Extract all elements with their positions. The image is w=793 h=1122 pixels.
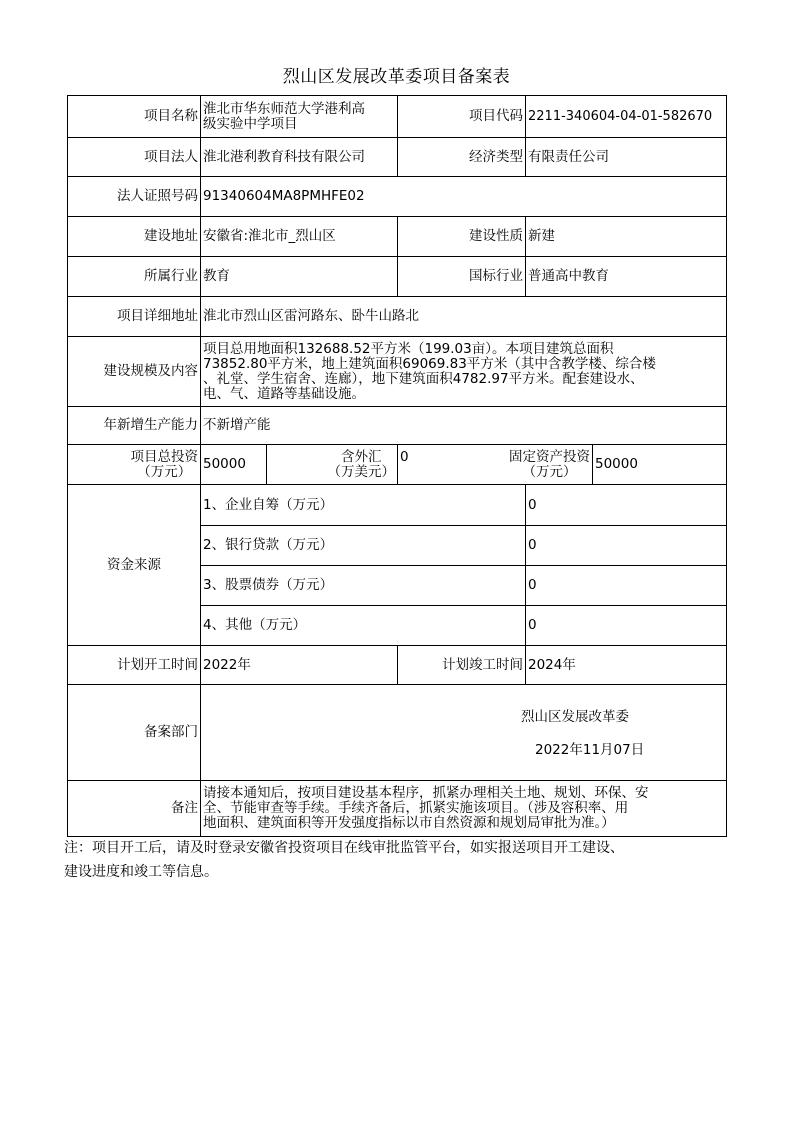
dept-label: 备案部门 [68, 685, 201, 781]
address-value: 安徽省:淮北市_烈山区 [201, 217, 398, 257]
project-name-value [201, 96, 398, 138]
total-investment-label-1: 项目总投资 [130, 448, 198, 465]
fixed-investment-label-1: 固定资产投资 [509, 448, 590, 465]
scale-line-1: 项目总用地面积132688.52平方米（199.03亩）。本项目建筑总面积 [203, 340, 614, 357]
row-legal-person [68, 138, 727, 177]
funding-item-value-1: 0 [526, 485, 727, 526]
project-code-value: 2211-340604-04-01-582670 [526, 96, 727, 138]
scale-line-3: 、礼堂、学生宿舍、连廊），地下建筑面积4782.97平方米。配套建设水、 [203, 370, 644, 387]
remark-value [201, 781, 727, 837]
industry-label: 所属行业 [68, 257, 201, 297]
funding-item-value-2: 0 [526, 526, 727, 566]
footnote [64, 836, 740, 884]
row-scale [68, 337, 727, 407]
row-address [68, 217, 727, 257]
form-title: 烈山区发展改革委项目备案表 [282, 67, 511, 87]
total-investment-label-2: （万元） [137, 463, 192, 480]
nature-label: 建设性质 [398, 217, 526, 257]
capacity-label: 年新增生产能力 [68, 407, 201, 445]
funding-item-label-2: 2、银行贷款（万元） [201, 526, 526, 566]
funding-item-label-4: 4、其他（万元） [201, 606, 526, 646]
national-industry-label: 国标行业 [398, 257, 526, 297]
row-detail-address [68, 297, 727, 337]
economy-type-value: 有限责任公司 [526, 138, 727, 177]
row-cert-no [68, 177, 727, 217]
start-label: 计划开工时间 [68, 646, 201, 685]
remark-line-3: 地面积、建筑面积等开发强度指标以市自然资源和规划局审批为准。） [203, 815, 615, 831]
dept-date: 2022年11月07日 [535, 741, 645, 758]
project-name-line1: 淮北市华东师范大学港利高 [203, 100, 365, 117]
detail-address-value: 淮北市烈山区雷河路东、卧牛山路北 [201, 297, 727, 337]
fixed-investment-label-2: （万元） [522, 463, 577, 480]
filing-table [67, 95, 727, 837]
forex-value: 0 [400, 448, 409, 465]
economy-type-label: 经济类型 [398, 138, 526, 177]
dept-block [201, 685, 727, 781]
finish-label: 计划竣工时间 [398, 646, 526, 685]
row-dept [68, 685, 727, 781]
funding-label: 资金来源 [68, 485, 201, 646]
row-investment [68, 445, 727, 485]
project-code-label: 项目代码 [398, 96, 526, 138]
footnote-line-2: 建设进度和竣工等信息。 [64, 864, 218, 880]
finish-value: 2024年 [526, 646, 727, 685]
national-industry-value: 普通高中教育 [526, 257, 727, 297]
dept-name: 烈山区发展改革委 [521, 708, 629, 725]
nature-value: 新建 [526, 217, 727, 257]
project-name-label: 项目名称 [68, 96, 201, 138]
scale-value [201, 337, 727, 407]
industry-value: 教育 [201, 257, 398, 297]
cert-no-value: 91340604MA8PMHFE02 [201, 177, 727, 217]
row-capacity [68, 407, 727, 445]
row-industry [68, 257, 727, 297]
cert-no-label: 法人证照号码 [68, 177, 201, 217]
row-schedule [68, 646, 727, 685]
remark-label: 备注 [68, 781, 201, 837]
remark-line-2: 全、节能审查等手续。手续齐备后，抓紧实施该项目。（涉及容积率、用 [203, 800, 629, 816]
remark-line-1: 请接本通知后，按项目建设基本程序，抓紧办理相关土地、规划、环保、安 [203, 785, 649, 801]
address-label: 建设地址 [68, 217, 201, 257]
capacity-value: 不新增产能 [201, 407, 727, 445]
row-remark [68, 781, 727, 837]
row-project-name [68, 96, 727, 138]
footnote-line-1: 注：项目开工后，请及时登录安徽省投资项目在线审批监管平台，如实报送项目开工建设、 [64, 840, 624, 856]
row-funding-1 [68, 485, 727, 526]
funding-item-value-3: 0 [526, 566, 727, 606]
scale-label: 建设规模及内容 [68, 337, 201, 407]
legal-person-value: 淮北港利教育科技有限公司 [201, 138, 398, 177]
fixed-investment-label [398, 445, 593, 485]
forex-label-1: 含外汇 [341, 448, 382, 465]
funding-item-value-4: 0 [526, 606, 727, 646]
scale-line-4: 电、气、道路等基础设施。 [203, 385, 365, 402]
total-investment-label [68, 445, 201, 485]
funding-item-label-1: 1、企业自筹（万元） [201, 485, 526, 526]
detail-address-label: 项目详细地址 [68, 297, 201, 337]
start-value: 2022年 [201, 646, 398, 685]
scale-line-2: 73852.80平方米，地上建筑面积69069.83平方米（其中含教学楼、综合楼 [203, 355, 656, 372]
forex-label-2: （万美元） [327, 463, 395, 480]
legal-person-label: 项目法人 [68, 138, 201, 177]
total-investment-value: 50000 [201, 445, 267, 485]
project-name-line2: 级实验中学项目 [203, 115, 298, 132]
fixed-investment-value: 50000 [593, 445, 727, 485]
forex-label [267, 445, 398, 485]
funding-item-label-3: 3、股票债券（万元） [201, 566, 526, 606]
